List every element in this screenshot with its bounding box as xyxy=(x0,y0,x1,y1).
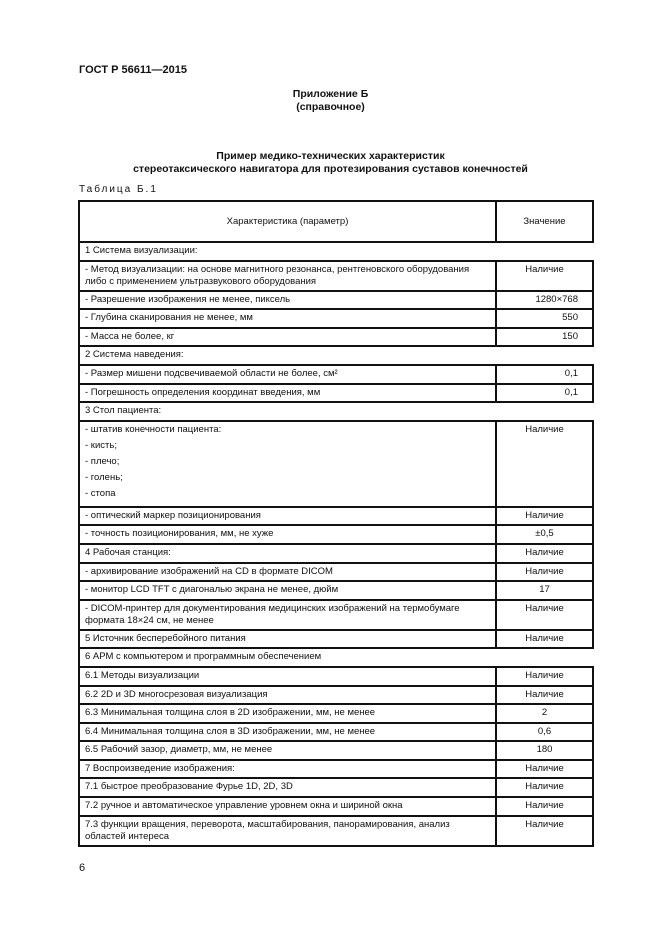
doc-title-line2: стереотаксического навигатора для протезирования суставов конечностей xyxy=(133,163,528,175)
table-row xyxy=(79,291,593,310)
value-cell: Наличие xyxy=(496,563,593,582)
table-row xyxy=(79,741,593,760)
appendix-type: (справочное) xyxy=(296,101,365,113)
table-row xyxy=(79,648,593,667)
value-cell: 180 xyxy=(496,741,593,760)
parameter-cell xyxy=(79,686,496,705)
parameter-text: 6.2 2D и 3D многосрезовая визуализация xyxy=(85,688,268,700)
parameter-text: - монитор LCD TFT с диагональю экрана не менее, дюйм xyxy=(85,584,339,596)
parameter-text: 6.5 Рабочий зазор, диаметр, мм, не менее xyxy=(85,744,273,756)
table-row xyxy=(79,384,593,403)
sub-item: - стопа xyxy=(85,487,116,499)
value-cell: Наличие xyxy=(496,421,593,507)
table-label: Таблица Б.1 xyxy=(79,184,158,195)
table-row xyxy=(79,686,593,705)
table-row xyxy=(79,600,593,630)
table-row xyxy=(79,507,593,526)
parameter-cell xyxy=(79,525,496,544)
parameter-text: 7 Воспроизведение изображения: xyxy=(85,762,235,774)
parameter-cell xyxy=(79,365,496,384)
parameter-text: - Глубина сканирования не менее, мм xyxy=(85,312,253,324)
table-row xyxy=(79,581,593,600)
parameter-cell xyxy=(79,741,496,760)
parameter-cell xyxy=(79,544,496,563)
parameter-text: 5 Источник бесперебойного питания xyxy=(85,632,246,644)
value-cell: Наличие xyxy=(496,667,593,686)
table-row xyxy=(79,346,593,365)
table-row xyxy=(79,402,593,421)
parameter-cell xyxy=(79,581,496,600)
parameter-text: - точность позиционирования, мм, не хуже xyxy=(85,528,274,540)
parameter-text: 7.3 функции вращения, переворота, масштабирования, панорамирования, анализ областей интереса xyxy=(85,818,450,842)
parameter-cell xyxy=(79,507,496,526)
value-cell: Наличие xyxy=(496,686,593,705)
parameter-cell xyxy=(79,309,496,328)
table-row xyxy=(79,563,593,582)
value-cell: 0,6 xyxy=(496,723,593,742)
value-cell: Наличие xyxy=(496,600,593,630)
table-row xyxy=(79,760,593,779)
table-row xyxy=(79,723,593,742)
value-cell: Наличие xyxy=(496,797,593,816)
parameter-cell xyxy=(79,630,496,649)
table-row xyxy=(79,309,593,328)
parameter-cell xyxy=(79,797,496,816)
header-value: Значение xyxy=(496,201,593,242)
parameter-cell xyxy=(79,346,593,365)
parameter-text: - архивирование изображений на CD в формате DICOM xyxy=(85,565,333,577)
spec-table xyxy=(78,200,594,847)
table-row xyxy=(79,328,593,347)
value-cell: 550 xyxy=(496,309,593,328)
sub-item: - голень; xyxy=(85,471,123,483)
table-row xyxy=(79,667,593,686)
parameter-cell xyxy=(79,563,496,582)
parameter-cell xyxy=(79,648,593,667)
value-cell: Наличие xyxy=(496,760,593,779)
table-row xyxy=(79,630,593,649)
parameter-cell xyxy=(79,242,593,261)
parameter-text: - Метод визуализации: на основе магнитного резонанса, рентгеновского оборудования либо с применением ультразвукового оборудования xyxy=(85,263,470,287)
value-cell: 150 xyxy=(496,328,593,347)
value-cell: Наличие xyxy=(496,816,593,846)
value-cell: ±0,5 xyxy=(496,525,593,544)
parameter-cell xyxy=(79,723,496,742)
parameter-text: 6.3 Минимальная толщина слоя в 2D изображении, мм, не менее xyxy=(85,707,376,719)
parameter-text: - Погрешность определения координат введения, мм xyxy=(85,386,321,398)
value-cell: 0,1 xyxy=(496,384,593,403)
standard-number: ГОСТ Р 56611—2015 xyxy=(79,64,187,76)
parameter-text: 3 Стол пациента: xyxy=(85,405,162,417)
parameter-text: - Разрешение изображения не менее, пиксель xyxy=(85,293,291,305)
parameter-text: 2 Система наведения: xyxy=(85,349,184,361)
parameter-text: - оптический маркер позиционирования xyxy=(85,509,261,521)
sub-item: - кисть; xyxy=(85,439,117,451)
parameter-text: - Масса не более, кг xyxy=(85,330,175,342)
header-parameter: Характеристика (параметр) xyxy=(79,201,496,242)
parameter-cell xyxy=(79,778,496,797)
value-cell: 2 xyxy=(496,704,593,723)
parameter-cell xyxy=(79,760,496,779)
value-cell: Наличие xyxy=(496,630,593,649)
page-number: 6 xyxy=(79,862,86,874)
parameter-text: 1 Система визуализации: xyxy=(85,245,198,256)
parameter-text: 7.1 быстрое преобразование Фурье 1D, 2D, 3D xyxy=(85,781,293,793)
parameter-text: 6 АРМ с компьютером и программным обеспечением xyxy=(85,651,322,663)
parameter-text: - Размер мишени подсвечиваемой области не более, см² xyxy=(85,367,338,379)
parameter-text: 6.1 Методы визуализации xyxy=(85,669,200,681)
table-row xyxy=(79,525,593,544)
value-cell: 1280×768 xyxy=(496,291,593,310)
appendix-title: Приложение Б xyxy=(292,88,369,100)
table-row xyxy=(79,816,593,846)
parameter-cell xyxy=(79,704,496,723)
parameter-text: 7.2 ручное и автоматическое управление уровнем окна и шириной окна xyxy=(85,800,403,812)
parameter-cell xyxy=(79,291,496,310)
parameter-cell xyxy=(79,384,496,403)
parameter-text: 6.4 Минимальная толщина слоя в 3D изображении, мм, не менее xyxy=(85,725,376,737)
table-row xyxy=(79,261,593,291)
value-cell: Наличие xyxy=(496,778,593,797)
parameter-cell xyxy=(79,328,496,347)
value-cell: Наличие xyxy=(496,507,593,526)
parameter-cell xyxy=(79,261,496,291)
value-cell: 0,1 xyxy=(496,365,593,384)
value-cell: 17 xyxy=(496,581,593,600)
table-row xyxy=(79,778,593,797)
parameter-cell xyxy=(79,402,593,421)
value-cell: Наличие xyxy=(496,544,593,563)
parameter-text: 4 Рабочая станция: xyxy=(85,546,171,558)
sub-item: - плечо; xyxy=(85,455,120,467)
parameter-cell xyxy=(79,421,496,507)
table-row xyxy=(79,421,593,507)
table-row xyxy=(79,544,593,563)
parameter-cell xyxy=(79,600,496,630)
parameter-cell xyxy=(79,667,496,686)
value-cell: Наличие xyxy=(496,261,593,291)
parameter-text: - штатив конечности пациента: xyxy=(85,423,222,435)
table-row xyxy=(79,242,593,261)
doc-title-line1: Пример медико-технических характеристик xyxy=(216,150,445,162)
parameter-cell xyxy=(79,816,496,846)
table-row xyxy=(79,365,593,384)
table-row xyxy=(79,704,593,723)
parameter-text: - DICOM-принтер для документирования медицинских изображений на термобумаге формата 18×24 см, не менее xyxy=(85,602,460,626)
table-row xyxy=(79,797,593,816)
